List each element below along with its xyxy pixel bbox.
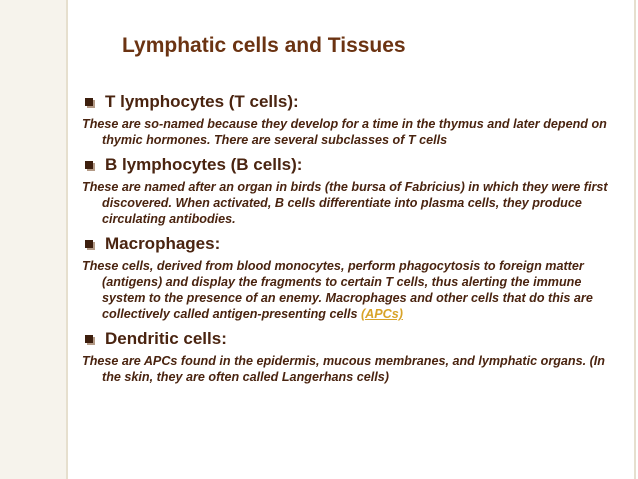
section-text-b-cells: These are named after an organ in birds (the bursa of Fabricius) in which they were first discovered. When activated, B cells differentiate into plasma cells, they produce circulating antibodies.	[82, 180, 608, 226]
section-heading-t-cells	[82, 91, 622, 112]
heading-text: Macrophages:	[105, 234, 221, 253]
section-text-macrophages	[82, 258, 622, 322]
section-text-dendritic-cells: These are APCs found in the epidermis, mucous membranes, and lymphatic organs. (In the skin, they are often called Langerhans cells)	[82, 354, 605, 384]
section-heading-b-cells	[82, 154, 622, 175]
apcs-link[interactable]: (APCs)	[360, 307, 403, 321]
section-heading-macrophages	[82, 233, 622, 254]
slide-title: Lymphatic cells and Tissues	[122, 34, 406, 57]
heading-text: T lymphocytes (T cells):	[105, 92, 299, 111]
square-bullet-icon	[85, 98, 93, 106]
heading-text: Dendritic cells:	[105, 329, 227, 348]
slide-content	[82, 91, 622, 391]
square-bullet-icon	[85, 335, 93, 343]
square-bullet-icon	[85, 161, 93, 169]
square-bullet-icon	[85, 240, 93, 248]
heading-text: B lymphocytes (B cells):	[105, 155, 303, 174]
paragraph-text: These cells, derived from blood monocytes, perform phagocytosis to foreign matter (antigens) and display the fragments to certain T cells, thus alerting the immune system to the presence of an enemy. Macrophages and other cells that do this are collectively called antigen-presenting cells	[82, 259, 593, 321]
left-margin-rule	[66, 0, 68, 479]
section-text-t-cells: These are so-named because they develop for a time in the thymus and later depend on thymic hormones. There are several subclasses of T cells	[82, 117, 607, 147]
section-heading-dendritic-cells	[82, 328, 622, 349]
right-margin-rule	[634, 0, 636, 479]
left-margin-band	[0, 0, 66, 479]
